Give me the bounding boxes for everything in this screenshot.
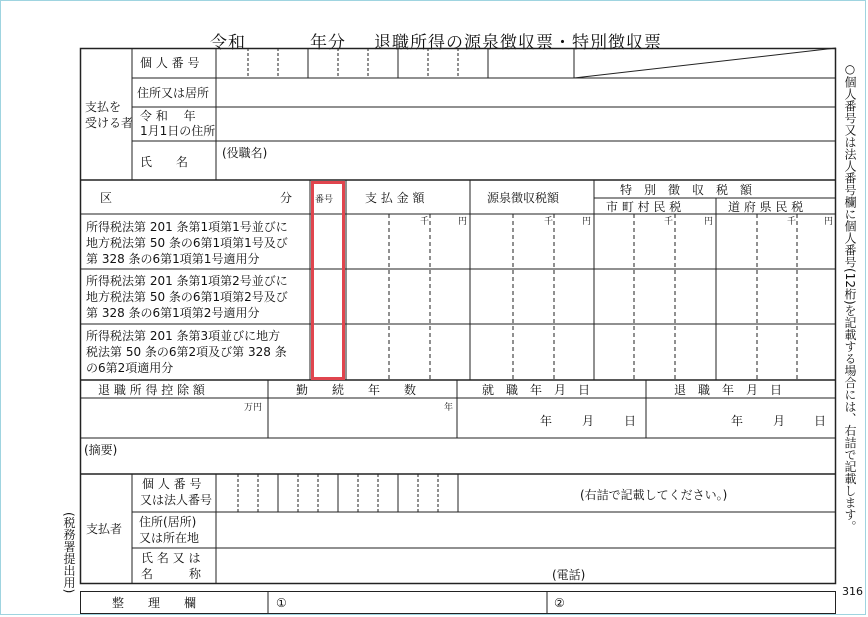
unit-thousand: 千 [544, 217, 554, 227]
years-of-service-header: 勤 続 年 数 [296, 383, 417, 397]
prefectural-tax-header: 道 府 県 民 税 [728, 200, 804, 214]
unit-yen: 円 [824, 217, 834, 227]
name-label: 氏 名 [140, 155, 189, 169]
withholding-tax-header: 源泉徴収税額 [487, 191, 560, 205]
right-align-note: (右詰で記載してください。) [580, 488, 728, 502]
circle-two: ② [554, 596, 565, 610]
employment-month-unit: 月 [582, 414, 595, 428]
row-text-line: の6第2項適用分 [86, 361, 174, 375]
row-text-line: 第 328 条の6第1項第2号適用分 [86, 306, 260, 320]
unit-yen: 円 [458, 217, 468, 227]
row-text-line: 税法第 50 条の6第2項及び第 328 条 [86, 345, 287, 359]
tax-office-note: (税務署提出用) [62, 512, 76, 594]
kubun-label-right: 分 [280, 191, 293, 205]
retirement-month-unit: 月 [773, 414, 786, 428]
unit-yen: 円 [582, 217, 592, 227]
payer-name-label-2: 名 称 [141, 567, 202, 581]
title-main: 退職所得の源泉徴収票・特別徴収票 [374, 33, 662, 53]
payer-address-label-2: 又は所在地 [139, 531, 200, 545]
number-column-highlight [311, 181, 345, 380]
row-text-line: 所得税法第 201 条第3項並びに地方 [86, 329, 281, 343]
special-collection-header: 特 別 徴 収 税 額 [620, 183, 753, 197]
title-year-suffix: 年分 [310, 33, 346, 53]
payer-number-label-2: 又は法人番号 [140, 493, 213, 507]
recipient-label-2: 受ける者 [85, 116, 134, 130]
unit-yen: 円 [704, 217, 714, 227]
side-note: ○個人番号又は法人番号欄に個人番号(12桁)を記載する場合には、右詰で記載します。 [843, 62, 857, 533]
unit-man-yen: 万円 [244, 403, 263, 413]
payer-number-label-1: 個 人 番 号 [142, 477, 202, 491]
employment-day-unit: 日 [624, 414, 637, 428]
row-text-line: 第 328 条の6第1項第1号適用分 [86, 252, 260, 266]
payer-name-label-1: 氏 名 又 は [141, 551, 201, 565]
row-text-line: 地方税法第 50 条の6第1項第1号及び [86, 236, 288, 250]
retirement-year-unit: 年 [731, 414, 744, 428]
payer-address-label-1: 住所(居所) [139, 515, 197, 529]
phone-label: (電話) [552, 568, 586, 582]
retirement-day-unit: 日 [814, 414, 827, 428]
row-text-line: 所得税法第 201 条第1項第1号並びに [86, 220, 288, 234]
organize-column-label: 整 理 欄 [112, 596, 197, 610]
unit-year: 年 [444, 403, 454, 413]
remarks-label: (摘要) [84, 443, 118, 457]
title-era: 令和 [210, 33, 246, 53]
kubun-label-left: 区 [100, 191, 113, 205]
employment-date-header: 就 職 年 月 日 [482, 383, 591, 397]
employment-year-unit: 年 [540, 414, 553, 428]
jan1-address-label-2: 1月1日の住所 [140, 124, 216, 138]
payment-amount-header: 支 払 金 額 [365, 191, 425, 205]
municipal-tax-header: 市 町 村 民 税 [606, 200, 682, 214]
individual-number-label: 個 人 番 号 [140, 56, 200, 70]
payer-label: 支払者 [86, 522, 123, 536]
retirement-date-header: 退 職 年 月 日 [674, 383, 783, 397]
position-label: (役職名) [222, 146, 268, 160]
recipient-label-1: 支払を [85, 100, 122, 114]
unit-thousand: 千 [420, 217, 430, 227]
circle-one: ① [276, 596, 287, 610]
unit-thousand: 千 [787, 217, 797, 227]
number-header: 番号 [315, 195, 334, 205]
row-text-line: 所得税法第 201 条第1項第2号並びに [86, 274, 288, 288]
jan1-address-label-1: 令 和 年 [140, 109, 196, 123]
deduction-header: 退 職 所 得 控 除 額 [98, 383, 205, 397]
unit-thousand: 千 [664, 217, 674, 227]
page-number: 316 [842, 585, 863, 598]
address-label: 住所又は居所 [137, 86, 210, 100]
row-text-line: 地方税法第 50 条の6第1項第2号及び [86, 290, 288, 304]
